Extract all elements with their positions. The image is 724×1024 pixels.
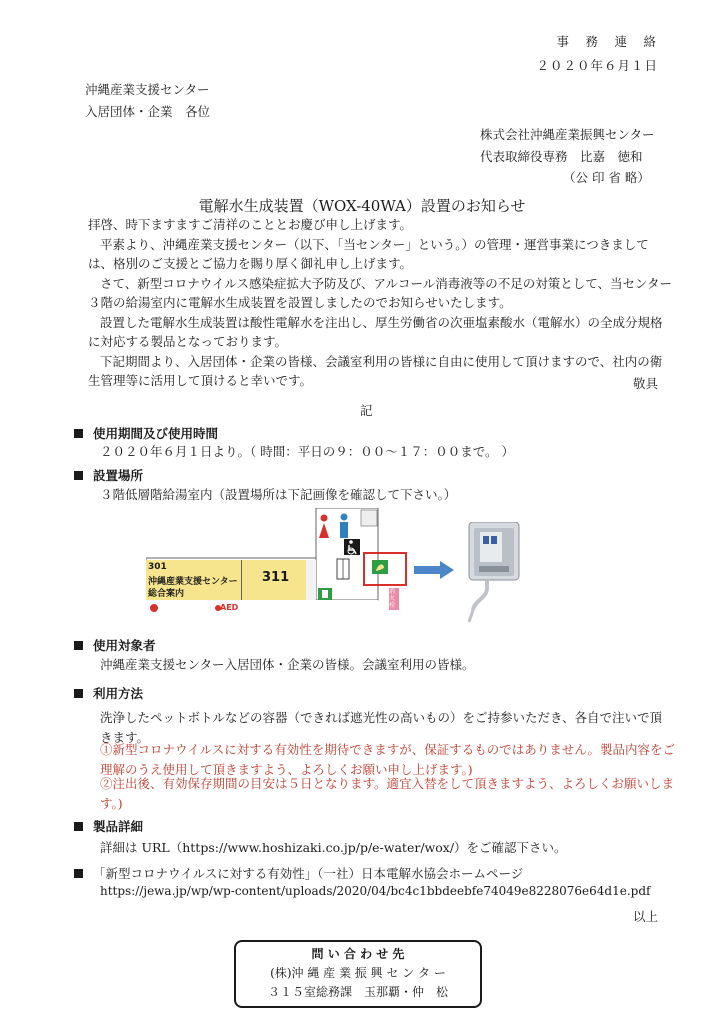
section-location-heading — [74, 466, 143, 484]
bullet-square-icon — [74, 689, 83, 698]
sender-company: 株式会社沖縄産業振興センター — [480, 127, 655, 142]
arrow-right-icon — [414, 561, 454, 582]
contact-company: (株)沖 縄 産 業 振 興 セ ン タ ー — [270, 966, 446, 980]
seal-omitted: （公 印 省 略） — [563, 170, 650, 185]
section-usage-text: 洗浄したペットボトルなどの容器（できれば遮光性の高いもの）をご持参いただき、各自で注いで頂きます。 — [100, 710, 663, 745]
greeting: 拝啓、時下ますますご清祥のこととお慶び申し上げます。 — [88, 217, 413, 232]
section-target-heading — [74, 636, 156, 654]
paragraph-2: さて、新型コロナウイルス感染症拡大予防及び、アルコール消毒液等の不足の対策として、当センター３階の給湯室内に電解水生成装置を設置しましたのでお知らせいたします。 — [88, 275, 673, 310]
section-period-label: 使用期間及び使用時間 — [93, 426, 219, 441]
document-type: 事 務 連 絡 — [556, 34, 658, 49]
usage-note-2: ②注出後、有効保存期間の目安は５日となります。適宜入替をして頂きますよう、よろしくお願いします。) — [100, 776, 675, 811]
closing-keigu: 敬具 — [632, 376, 658, 391]
document-date: ２０２０年６月１日 — [536, 58, 658, 73]
paragraph-3: 設置した電解水生成装置は酸性電解水を注出し、厚生労働省の次亜塩素酸水（電解水）の全成分規格に対応する製品となっております。 — [88, 314, 663, 349]
section-target-text: 沖縄産業支援センター入居団体・企業の皆様。会議室利用の皆様。 — [100, 657, 475, 672]
contact-title: 問 い 合 わ せ 先 — [311, 947, 405, 961]
section-location-label: 設置場所 — [93, 468, 144, 483]
section-target-label: 使用対象者 — [93, 638, 156, 653]
page-title: 電解水生成装置（WOX-40WA）設置のお知らせ — [198, 197, 526, 215]
section-period-heading — [74, 424, 218, 442]
bullet-square-icon — [74, 869, 83, 878]
bullet-square-icon — [74, 471, 83, 480]
recipients: 入居団体・企業 各位 — [85, 104, 211, 119]
bullet-square-icon — [74, 429, 83, 438]
room-301-subname: 総合案内 — [148, 589, 185, 599]
paragraph-1: 平素より、沖縄産業支援センター（以下、「当センター」という。）の管理・運営事業につきましては、格別のご支援とご協力を賜り厚く御礼申し上げます。 — [88, 236, 649, 271]
closing-ijou: 以上 — [632, 909, 658, 924]
section-period-text: ２０２０年６月１日より。（ 時間：平日の９：００～１７：００まで。 ） — [100, 444, 514, 459]
ki-marker: 記 — [360, 403, 373, 418]
section-usage-label: 利用方法 — [93, 686, 144, 701]
bullet-square-icon — [74, 641, 83, 650]
bullet-square-icon — [74, 822, 83, 831]
usage-note-1: ①新型コロナウイルスに対する有効性を期待できますが、保証するものではありません。製品内容をご理解のうえ使用して頂きますよう、よろしくお願い申し上げます。) — [100, 742, 676, 777]
sender-person: 代表取締役専務 比嘉 徳和 — [480, 149, 643, 164]
floor-plan-image — [146, 508, 426, 616]
section-location-text: ３階低層階給湯室内（設置場所は下記画像を確認して下さい。） — [100, 487, 457, 502]
section-details-text: 詳細は URL（https://www.hoshizaki.co.jp/p/e-water/wox/）をご確認下さい。 — [100, 840, 567, 855]
section-details-label: 製品詳細 — [93, 819, 144, 834]
section-details-heading — [74, 817, 143, 835]
reference-url[interactable]: https://jewa.jp/wp/wp-content/uploads/2020/04/bc4c1bbdeebfe74049e8228076e64d1e.pdf — [100, 884, 651, 898]
pink-sign-label: 消火栓 — [389, 588, 396, 609]
contact-persons: ３１５室総務課 玉那覇・仲 松 — [267, 985, 448, 999]
reference-label: 「新型コロナウイルスに対する有効性」（一社）日本電解水協会ホームページ — [93, 866, 524, 881]
reference-heading — [74, 864, 523, 882]
room-301-name: 沖縄産業支援センター — [148, 577, 238, 587]
section-usage-heading — [74, 684, 143, 702]
room-311-number: 311 — [262, 570, 290, 585]
room-301-number: 301 — [148, 562, 167, 572]
paragraph-4: 下記期間より、入居団体・企業の皆様、会議室利用の皆様に自由に使用して頂けますので、社内の衛生管理等に活用して頂けると幸いです。 — [88, 353, 663, 388]
electrolyzed-water-device-image — [457, 522, 527, 630]
aed-label: AED — [220, 603, 239, 612]
recipient-organization: 沖縄産業支援センター — [85, 82, 210, 97]
contact-box — [234, 940, 482, 1008]
letter-body — [88, 215, 672, 391]
